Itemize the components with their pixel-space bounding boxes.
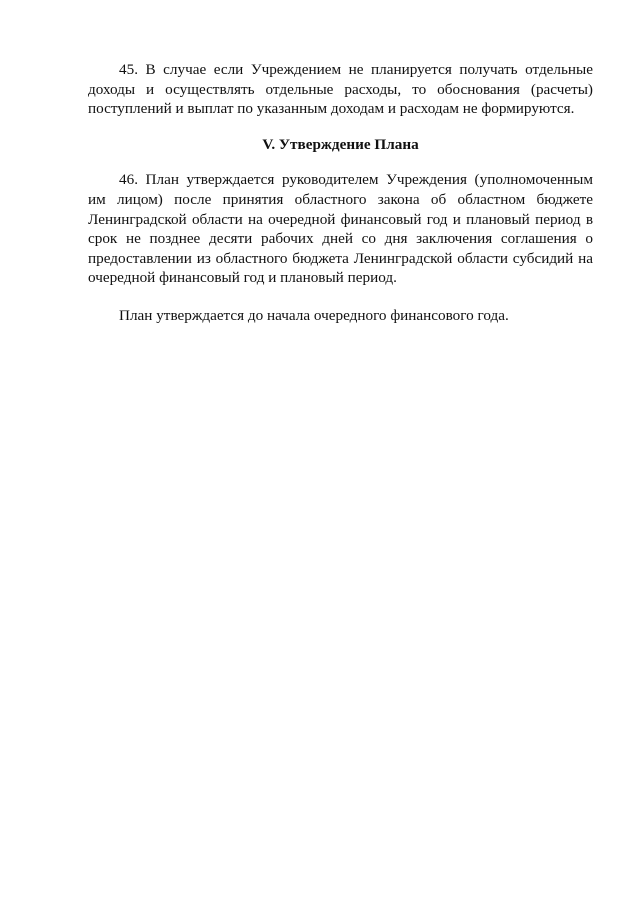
paragraph-final: План утверждается до начала очередного финансового года.: [119, 306, 509, 324]
section-heading: V. Утверждение Плана: [262, 135, 419, 153]
document-page: [88, 60, 593, 326]
paragraph-46: 46. План утверждается руководителем Учреждения (уполномоченным им лицом) после принятия областного закона об областном бюджете Ленинградской области на очередной финансовый год и плановый период в срок не позднее десяти рабочих дней со дня заключения соглашения о предоставлении из областного бюджета Ленинградской области субсидий на очередной финансовый год и плановый период.: [88, 171, 593, 287]
paragraph-45: 45. В случае если Учреждением не планируется получать отдельные доходы и осуществлять отдельные расходы, то обоснования (расчеты) поступлений и выплат по указанным доходам и расходам не формируются.: [88, 61, 593, 118]
